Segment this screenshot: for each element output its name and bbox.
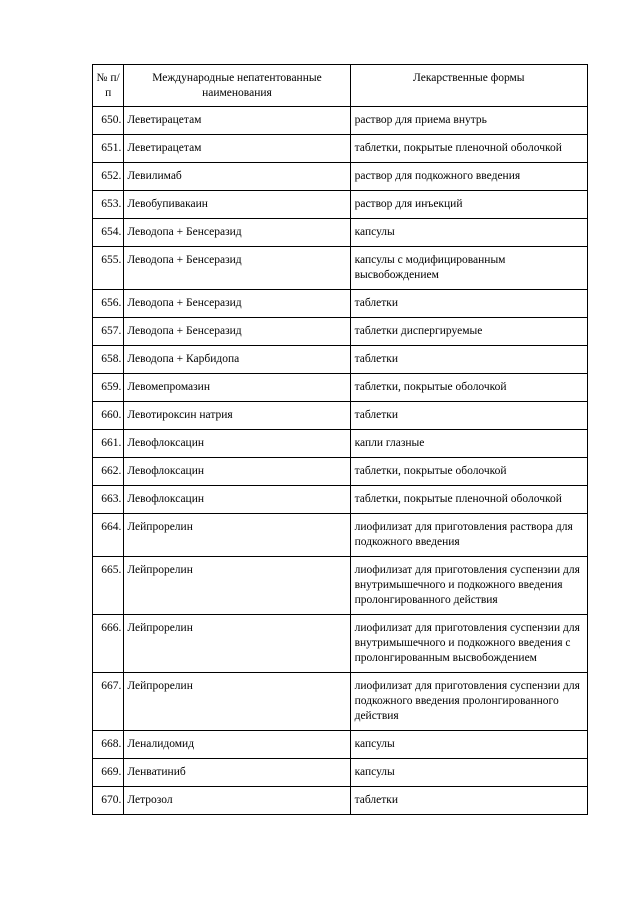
row-drug-name: Леводопа + Бенсеразид	[124, 219, 350, 247]
row-drug-name: Леводопа + Бенсеразид	[124, 290, 350, 318]
row-dosage-form: лиофилизат для приготовления суспензии для подкожного введения пролонгированного действия	[350, 673, 587, 731]
row-dosage-form: капсулы с модифицированным высвобождением	[350, 247, 587, 290]
row-drug-name: Лейпрорелин	[124, 557, 350, 615]
table-row	[93, 402, 588, 430]
row-number: 665.	[93, 557, 124, 615]
row-dosage-form: таблетки	[350, 402, 587, 430]
row-dosage-form: таблетки диспергируемые	[350, 318, 587, 346]
row-drug-name: Леводопа + Карбидопа	[124, 346, 350, 374]
row-dosage-form: капли глазные	[350, 430, 587, 458]
table-row	[93, 430, 588, 458]
table-row	[93, 346, 588, 374]
row-number: 658.	[93, 346, 124, 374]
row-number: 666.	[93, 615, 124, 673]
table-row	[93, 374, 588, 402]
row-drug-name: Леводопа + Бенсеразид	[124, 247, 350, 290]
row-dosage-form: таблетки	[350, 290, 587, 318]
row-number: 650.	[93, 107, 124, 135]
header-form: Лекарственные формы	[350, 65, 587, 107]
table-row	[93, 458, 588, 486]
row-drug-name: Левофлоксацин	[124, 458, 350, 486]
row-dosage-form: капсулы	[350, 731, 587, 759]
row-drug-name: Лейпрорелин	[124, 514, 350, 557]
table-row	[93, 673, 588, 731]
row-dosage-form: капсулы	[350, 219, 587, 247]
drug-forms-table	[92, 64, 588, 815]
table-row	[93, 290, 588, 318]
table-row	[93, 731, 588, 759]
row-number: 657.	[93, 318, 124, 346]
table-row	[93, 318, 588, 346]
row-drug-name: Левотироксин натрия	[124, 402, 350, 430]
row-dosage-form: лиофилизат для приготовления суспензии для внутримышечного и подкожного введения с пролонгированным высвобождением	[350, 615, 587, 673]
table-body	[93, 107, 588, 815]
row-dosage-form: раствор для подкожного введения	[350, 163, 587, 191]
row-number: 667.	[93, 673, 124, 731]
table-row	[93, 486, 588, 514]
header-num: № п/п	[93, 65, 124, 107]
row-dosage-form: таблетки, покрытые оболочкой	[350, 374, 587, 402]
row-drug-name: Летрозол	[124, 787, 350, 815]
row-drug-name: Левилимаб	[124, 163, 350, 191]
row-drug-name: Лейпрорелин	[124, 673, 350, 731]
row-drug-name: Ленватиниб	[124, 759, 350, 787]
header-name: Международные непатентованные наименования	[124, 65, 350, 107]
row-number: 661.	[93, 430, 124, 458]
row-dosage-form: таблетки, покрытые пленочной оболочкой	[350, 135, 587, 163]
row-drug-name: Лейпрорелин	[124, 615, 350, 673]
table-row	[93, 247, 588, 290]
table-header	[93, 65, 588, 107]
row-number: 654.	[93, 219, 124, 247]
table-row	[93, 787, 588, 815]
row-dosage-form: таблетки	[350, 787, 587, 815]
row-number: 662.	[93, 458, 124, 486]
table-row	[93, 219, 588, 247]
row-dosage-form: раствор для инъекций	[350, 191, 587, 219]
row-dosage-form: таблетки	[350, 346, 587, 374]
row-number: 670.	[93, 787, 124, 815]
table-row	[93, 191, 588, 219]
table-row	[93, 135, 588, 163]
row-drug-name: Леналидомид	[124, 731, 350, 759]
row-drug-name: Левофлоксацин	[124, 430, 350, 458]
row-number: 652.	[93, 163, 124, 191]
row-number: 669.	[93, 759, 124, 787]
row-drug-name: Левофлоксацин	[124, 486, 350, 514]
row-drug-name: Леветирацетам	[124, 107, 350, 135]
header-row	[93, 65, 588, 107]
table-row	[93, 759, 588, 787]
row-drug-name: Леветирацетам	[124, 135, 350, 163]
row-drug-name: Левомепромазин	[124, 374, 350, 402]
row-dosage-form: таблетки, покрытые пленочной оболочкой	[350, 486, 587, 514]
row-drug-name: Леводопа + Бенсеразид	[124, 318, 350, 346]
row-dosage-form: лиофилизат для приготовления суспензии для внутримышечного и подкожного введения пролонгированного действия	[350, 557, 587, 615]
row-dosage-form: таблетки, покрытые оболочкой	[350, 458, 587, 486]
row-dosage-form: раствор для приема внутрь	[350, 107, 587, 135]
row-number: 653.	[93, 191, 124, 219]
table-row	[93, 514, 588, 557]
table-row	[93, 107, 588, 135]
row-number: 660.	[93, 402, 124, 430]
row-number: 668.	[93, 731, 124, 759]
row-number: 651.	[93, 135, 124, 163]
row-dosage-form: капсулы	[350, 759, 587, 787]
table-row	[93, 557, 588, 615]
row-drug-name: Левобупивакаин	[124, 191, 350, 219]
table-row	[93, 163, 588, 191]
row-number: 656.	[93, 290, 124, 318]
row-number: 659.	[93, 374, 124, 402]
row-dosage-form: лиофилизат для приготовления раствора для подкожного введения	[350, 514, 587, 557]
row-number: 664.	[93, 514, 124, 557]
table-row	[93, 615, 588, 673]
row-number: 663.	[93, 486, 124, 514]
row-number: 655.	[93, 247, 124, 290]
